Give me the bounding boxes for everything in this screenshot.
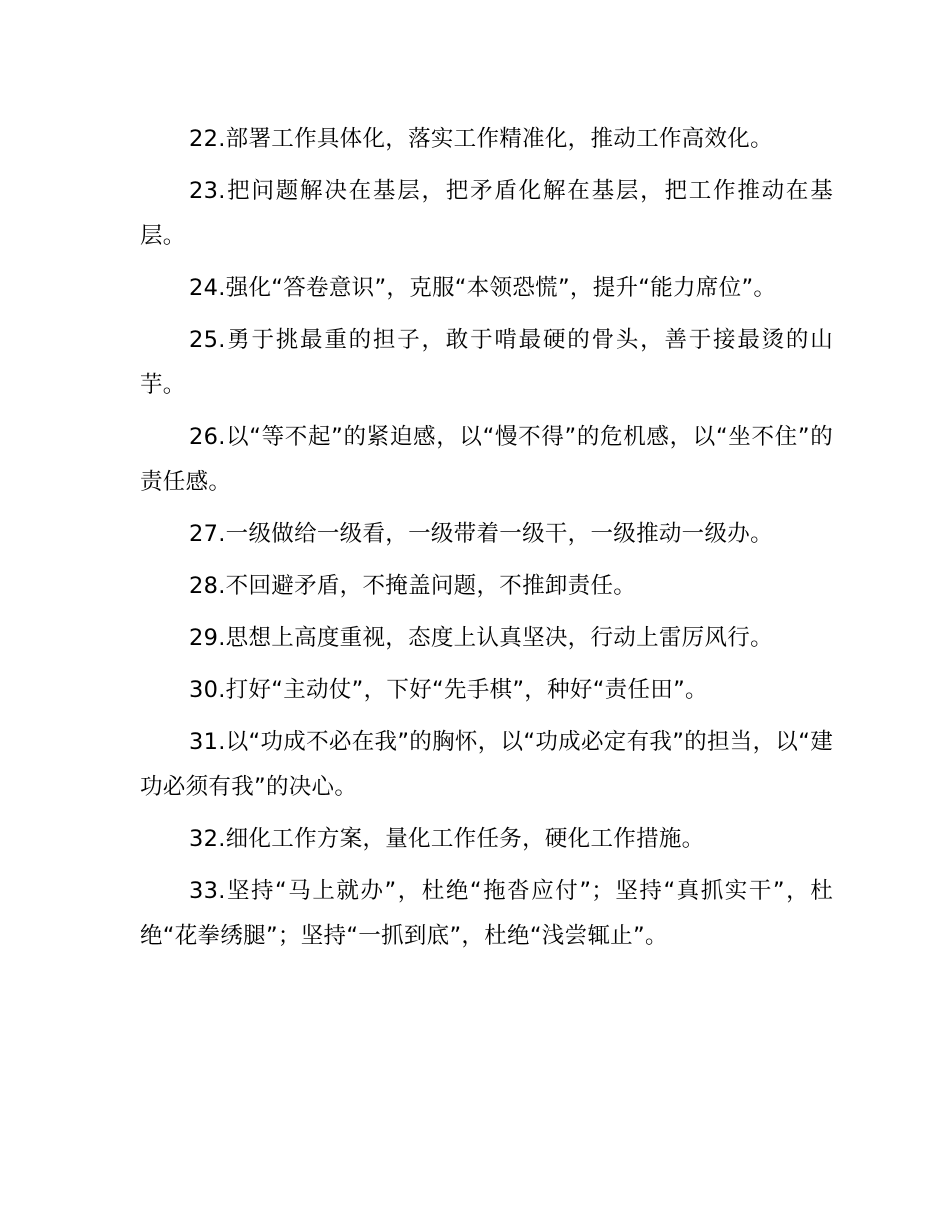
document-body <box>140 117 833 966</box>
paragraph-29: 29.思想上高度重视，态度上认真坚决，行动上雷厉风行。 <box>189 625 773 651</box>
paragraph-24: 24.强化“答卷意识”，克服“本领恐慌”，提升“能力席位”。 <box>189 275 777 301</box>
paragraph-28: 28.不回避矛盾，不掩盖问题，不推卸责任。 <box>189 573 637 599</box>
paragraph-33: 33.坚持“马上就办”，杜绝“拖沓应付”；坚持“真抓实干”，杜绝“花拳绣腿”；坚持“一抓到底”，杜绝“浅尝辄止”。 <box>140 878 833 949</box>
paragraph-27: 27.一级做给一级看，一级带着一级干，一级推动一级办。 <box>189 521 773 547</box>
paragraph-23: 23.把问题解决在基层，把矛盾化解在基层，把工作推动在基层。 <box>140 178 833 249</box>
paragraph-32: 32.细化工作方案，量化工作任务，硬化工作措施。 <box>189 826 705 852</box>
paragraph-22: 22.部署工作具体化，落实工作精准化，推动工作高效化。 <box>189 126 773 152</box>
paragraph-30: 30.打好“主动仗”，下好“先手棋”，种好“责任田”。 <box>189 677 708 703</box>
paragraph-25: 25.勇于挑最重的担子，敢于啃最硬的骨头，善于接最烫的山芋。 <box>140 327 833 398</box>
paragraph-31: 31.以“功成不必在我”的胸怀，以“功成必定有我”的担当，以“建功必须有我”的决心。 <box>140 729 833 800</box>
paragraph-26: 26.以“等不起”的紧迫感，以“慢不得”的危机感，以“坐不住”的责任感。 <box>140 424 833 495</box>
